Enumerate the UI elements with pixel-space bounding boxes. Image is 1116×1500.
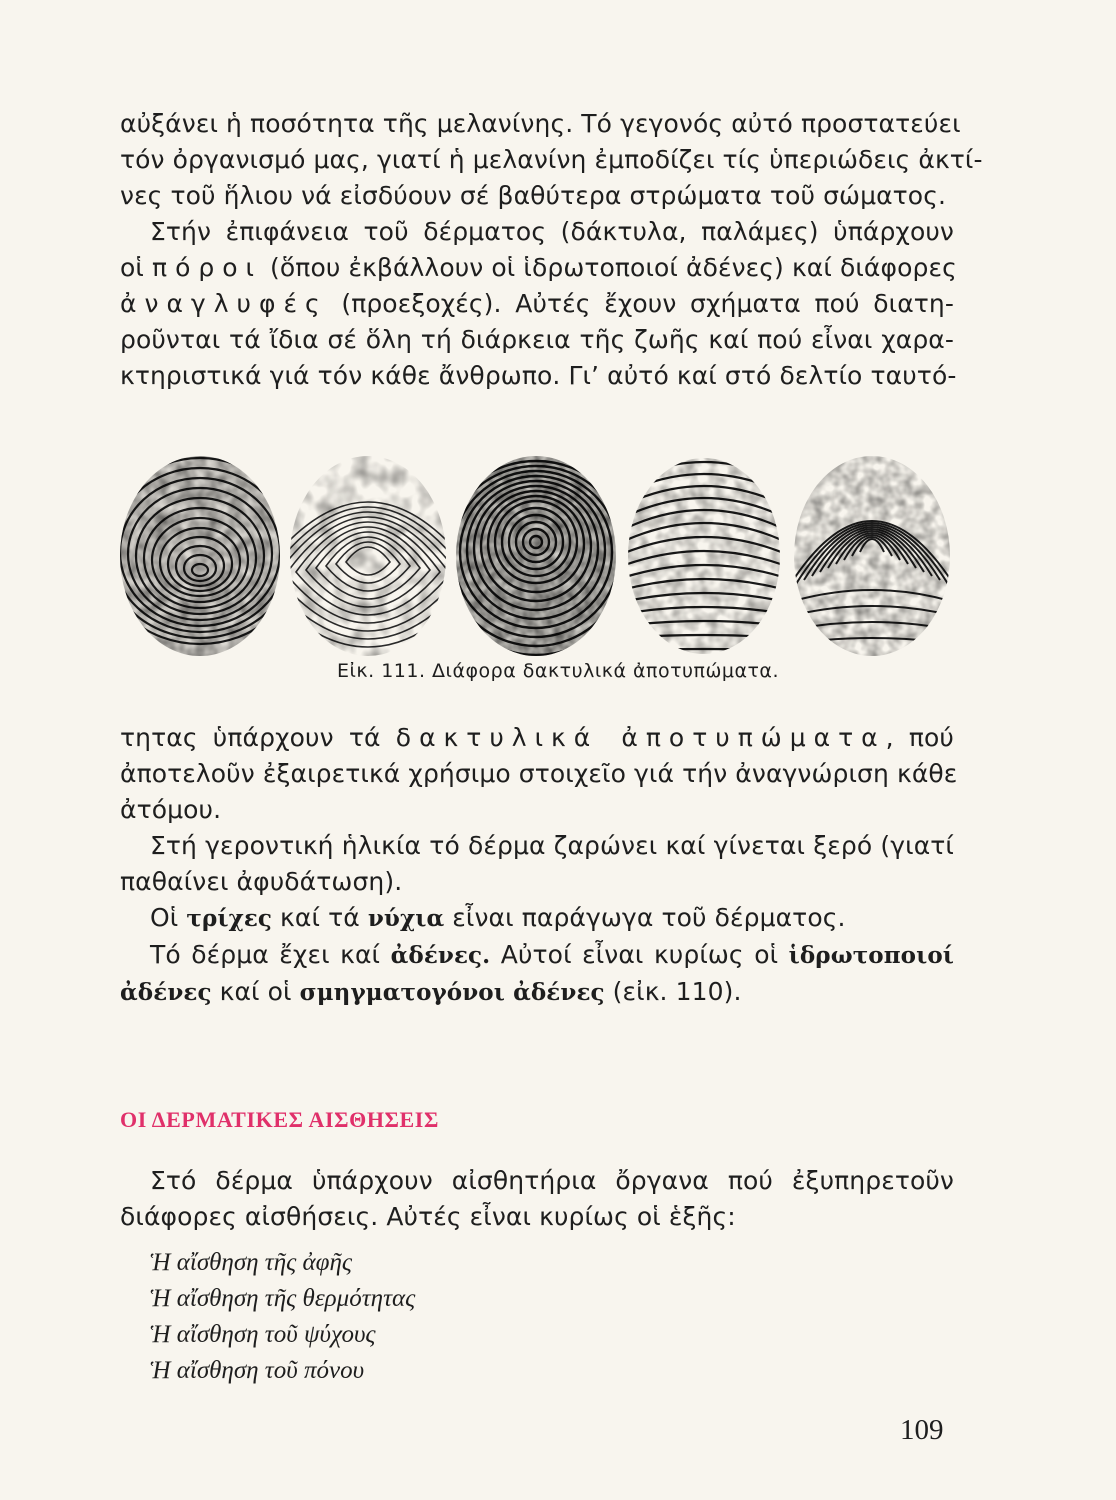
text-line: παθαίνει ἀφυδάτωση). — [120, 867, 403, 896]
senses-list — [150, 1245, 415, 1389]
paragraph-melanin — [120, 106, 983, 394]
term-hair: τρίχες — [186, 905, 273, 932]
list-item: Ἡ αἴσθηση τῆς θερμότητας — [150, 1285, 416, 1312]
fingerprint-image-3 — [454, 452, 619, 662]
term-sebaceous-glands: σμηγματογόνοι ἀδένες — [299, 979, 605, 1006]
text-fragment: τητας ὑπάρχουν τά — [120, 723, 396, 752]
term-fingerprints: δακτυλικά ἀποτυπώματα — [395, 723, 886, 752]
text-fragment: Οἱ — [150, 903, 187, 932]
text-fragment: εἶναι παράγωγα τοῦ δέρματος. — [444, 903, 846, 932]
fingerprints-figure — [118, 452, 954, 662]
text-line — [120, 974, 954, 1011]
text-line — [120, 720, 954, 756]
text-line: τόν ὀργανισμό μας, γιατί ἡ μελανίνη ἐμποδίζει τίς ὑπεριώδεις ἀκτί- — [120, 145, 983, 174]
fingerprint-image-2 — [286, 452, 451, 662]
fingerprint-image-1 — [118, 452, 283, 662]
text-line — [120, 937, 954, 974]
list-item: Ἡ αἴσθηση τῆς ἀφῆς — [150, 1249, 353, 1276]
text-fragment: καί τά — [272, 903, 368, 932]
text-line: νες τοῦ ἥλιου νά εἰσδύουν σέ βαθύτερα στρώματα τοῦ σώματος. — [120, 181, 947, 210]
text-line — [120, 900, 954, 937]
term-nails: νύχια — [367, 905, 445, 932]
text-line: Στήν ἐπιφάνεια τοῦ δέρματος (δάκτυλα, παλάμες) ὑπάρχουν — [150, 217, 954, 246]
term-pores: πόροι — [152, 253, 262, 282]
text-line: Στή γεροντική ἡλικία τό δέρμα ζαρώνει καί γίνεται ξερό (γιατί — [150, 831, 954, 860]
text-line: ἀποτελοῦν ἐξαιρετικά χρήσιμο στοιχεῖο γιά τήν ἀναγνώριση κάθε — [120, 759, 958, 788]
term-glands: ἀδένες. — [390, 942, 491, 969]
text-fragment: Τό δέρμα ἔχει καί — [150, 940, 391, 969]
text-line: αὐξάνει ἡ ποσότητα τῆς μελανίνης. Τό γεγονός αὐτό προστατεύει — [120, 109, 961, 138]
paragraph-fingerprints — [120, 720, 958, 1011]
text-line: ροῦνται τά ἴδια σέ ὅλη τή διάρκεια τῆς ζωῆς καί πού εἶναι χαρα- — [120, 325, 954, 354]
list-item: Ἡ αἴσθηση τοῦ ψύχους — [150, 1321, 376, 1348]
text-fragment: καί οἱ — [211, 977, 300, 1006]
text-line: διάφορες αἰσθήσεις. Αὐτές εἶναι κυρίως οἱ ἑξῆς: — [120, 1202, 736, 1231]
text-fragment: (εἰκ. 110). — [604, 977, 742, 1006]
page-number: 109 — [900, 1414, 944, 1446]
text-fragment: , πού — [885, 723, 954, 752]
list-item: Ἡ αἴσθηση τοῦ πόνου — [150, 1357, 365, 1384]
text-line — [120, 250, 957, 286]
text-fragment: (προεξοχές). Αὐτές ἔχουν σχήματα πού διατη- — [327, 289, 954, 318]
fingerprint-image-5 — [790, 452, 955, 662]
text-line — [120, 286, 954, 322]
term-ridges: ἀναγλυφές — [120, 289, 328, 318]
fingerprint-image-4 — [622, 452, 787, 662]
figure-caption: Εἰκ. 111. Διάφορα δακτυλικά ἀποτυπώματα. — [337, 660, 779, 682]
section-heading: ΟΙ ΔΕΡΜΑΤΙΚΕΣ ΑΙΣΘΗΣΕΙΣ — [120, 1107, 439, 1132]
text-line: Στό δέρμα ὑπάρχουν αἰσθητήρια ὄργανα πού ἐξυπηρετοῦν — [150, 1166, 954, 1195]
term-glands-2: ἀδένες — [120, 979, 212, 1006]
text-line: κτηριστικά γιά τόν κάθε ἄνθρωπο. Γι’ αὐτό καί στό δελτίο ταυτό- — [120, 361, 957, 390]
term-sweat: ἱδρωτοποιοί — [788, 942, 954, 969]
text-line: ἀτόμου. — [120, 795, 222, 824]
text-fragment: (ὅπου ἐκβάλλουν οἱ ἱδρωτοποιοί ἀδένες) καί διάφορες — [262, 253, 957, 282]
text-fragment: Αὐτοί εἶναι κυρίως οἱ — [490, 940, 789, 969]
text-fragment: οἱ — [120, 253, 153, 282]
paragraph-senses-intro — [120, 1163, 954, 1235]
